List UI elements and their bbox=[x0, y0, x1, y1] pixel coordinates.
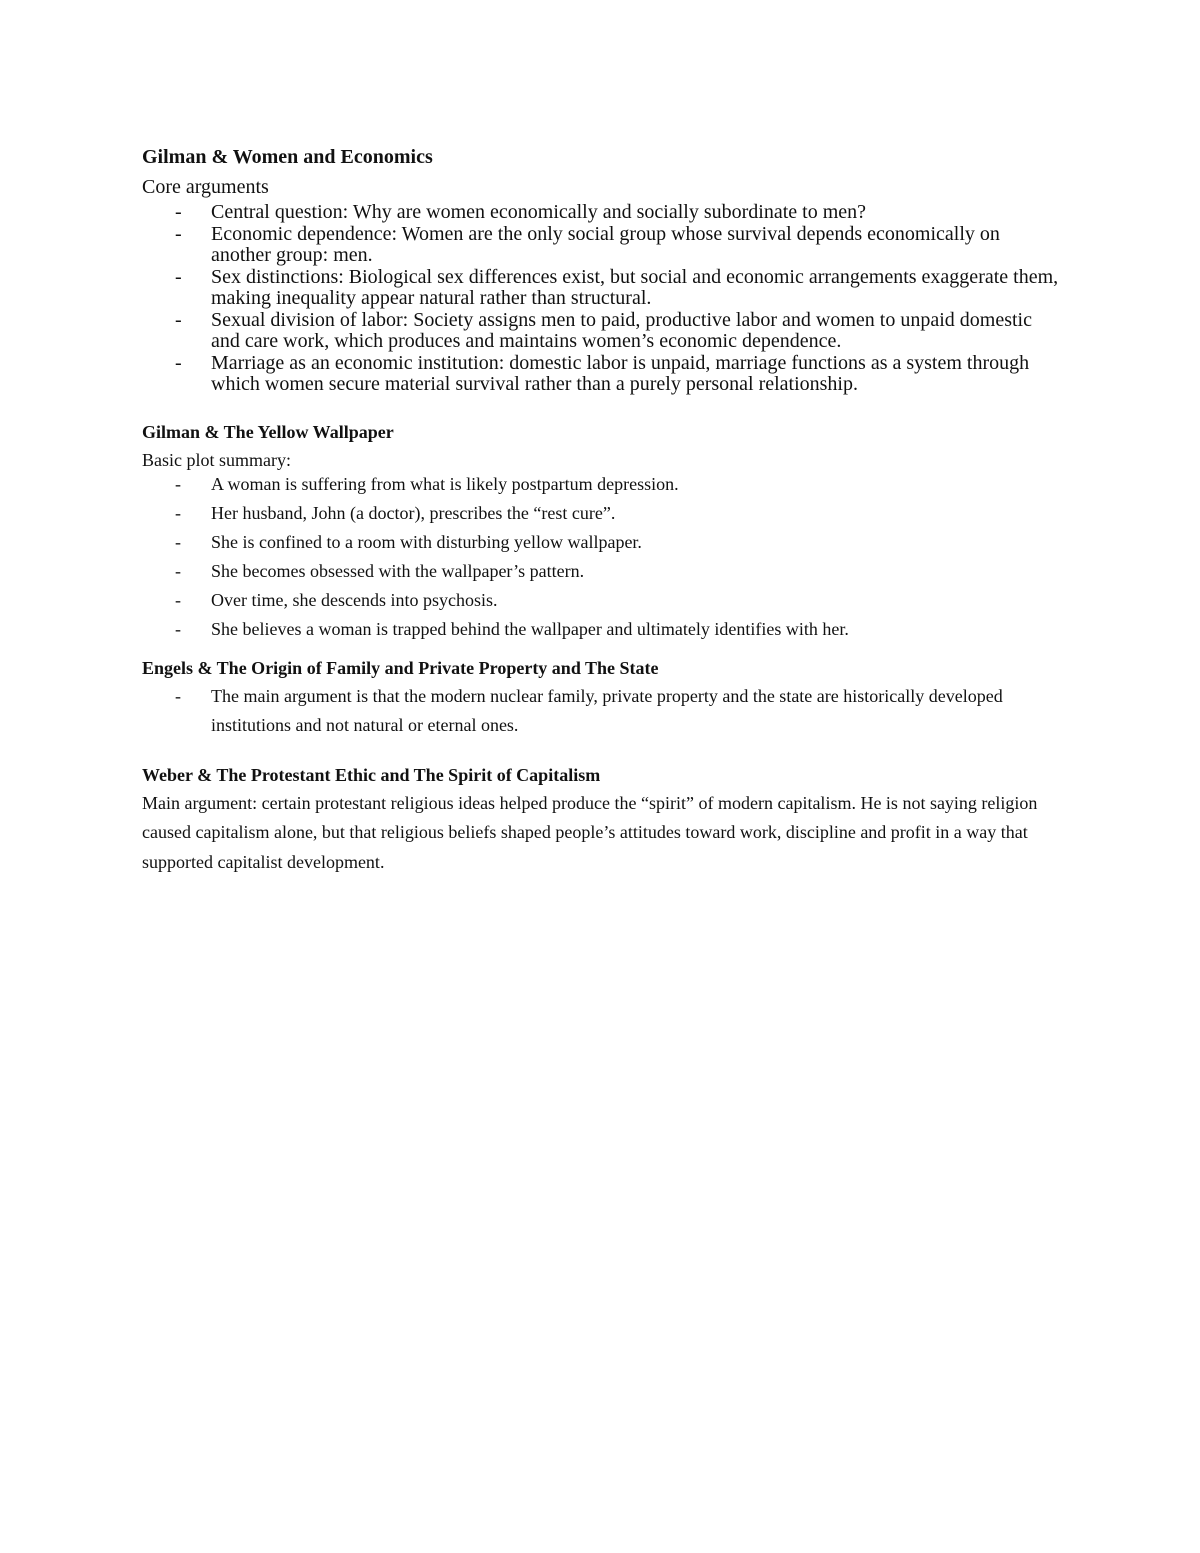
list-item bbox=[142, 474, 1062, 495]
section-subheading: Core arguments bbox=[142, 176, 269, 198]
list-item-text: Sex distinctions: Biological sex differences exist, but social and economic arrangements exaggerate them, making inequality appear natural rather than structural. bbox=[211, 265, 1059, 309]
list-item-text: A woman is suffering from what is likely postpartum depression. bbox=[211, 473, 679, 494]
dash-bullet: - bbox=[175, 201, 182, 223]
section-gilman-yellow-wallpaper bbox=[142, 418, 1062, 640]
section-subheading: Basic plot summary: bbox=[142, 449, 291, 470]
list-item-text: Marriage as an economic institution: domestic labor is unpaid, marriage functions as a system through which women secure material survival rather than a purely personal relationship. bbox=[211, 351, 1030, 395]
list-item bbox=[142, 224, 1062, 267]
list-item-text: Over time, she descends into psychosis. bbox=[211, 589, 498, 610]
list-item bbox=[142, 310, 1062, 353]
bullet-list bbox=[142, 474, 1062, 640]
dash-bullet: - bbox=[175, 222, 182, 245]
list-item bbox=[142, 590, 1062, 611]
list-item-text: Her husband, John (a doctor), prescribes the “rest cure”. bbox=[211, 502, 616, 523]
dash-bullet: - bbox=[175, 308, 182, 331]
section-heading: Weber & The Protestant Ethic and The Spirit of Capitalism bbox=[142, 764, 601, 785]
list-item bbox=[142, 532, 1062, 553]
list-item bbox=[142, 503, 1062, 524]
list-item bbox=[142, 202, 1062, 224]
section-engels-origin-of-family bbox=[142, 654, 1062, 741]
list-item bbox=[142, 353, 1062, 396]
bullet-list bbox=[142, 682, 1062, 741]
list-item bbox=[142, 267, 1062, 310]
dash-bullet: - bbox=[175, 589, 181, 610]
list-item-text: She becomes obsessed with the wallpaper’s pattern. bbox=[211, 560, 585, 581]
list-item bbox=[142, 561, 1062, 582]
section-heading: Gilman & The Yellow Wallpaper bbox=[142, 421, 394, 442]
section-weber-protestant-ethic bbox=[142, 761, 1062, 878]
section-heading: Gilman & Women and Economics bbox=[142, 146, 433, 168]
section-gilman-women-economics bbox=[142, 142, 1062, 396]
list-item-text: Economic dependence: Women are the only social group whose survival depends economically on another group: men. bbox=[211, 222, 1000, 266]
list-item-text: Sexual division of labor: Society assigns men to paid, productive labor and women to unpaid domestic and care work, which produces and maintains women’s economic dependence. bbox=[211, 308, 1032, 352]
section-paragraph: Main argument: certain protestant religious ideas helped produce the “spirit” of modern capitalism. He is not saying religion caused capitalism alone, but that religious beliefs shaped people’s attitudes toward work, discipline and profit in a way that supported capitalist development. bbox=[142, 792, 1038, 872]
document-page bbox=[142, 142, 1062, 877]
dash-bullet: - bbox=[175, 531, 181, 552]
list-item bbox=[142, 682, 1062, 741]
dash-bullet: - bbox=[175, 618, 181, 639]
dash-bullet: - bbox=[175, 265, 182, 288]
list-item-text: She believes a woman is trapped behind the wallpaper and ultimately identifies with her. bbox=[211, 618, 849, 639]
list-item-text: She is confined to a room with disturbing yellow wallpaper. bbox=[211, 531, 642, 552]
list-item bbox=[142, 619, 1062, 640]
bullet-list bbox=[142, 202, 1062, 396]
dash-bullet: - bbox=[175, 473, 181, 494]
dash-bullet: - bbox=[175, 560, 181, 581]
list-item-text: The main argument is that the modern nuclear family, private property and the state are historically developed institutions and not natural or eternal ones. bbox=[211, 685, 1003, 735]
list-item-text: Central question: Why are women economically and socially subordinate to men? bbox=[211, 201, 866, 223]
section-heading: Engels & The Origin of Family and Private Property and The State bbox=[142, 657, 659, 678]
dash-bullet: - bbox=[175, 685, 181, 706]
dash-bullet: - bbox=[175, 351, 182, 374]
dash-bullet: - bbox=[175, 502, 181, 523]
